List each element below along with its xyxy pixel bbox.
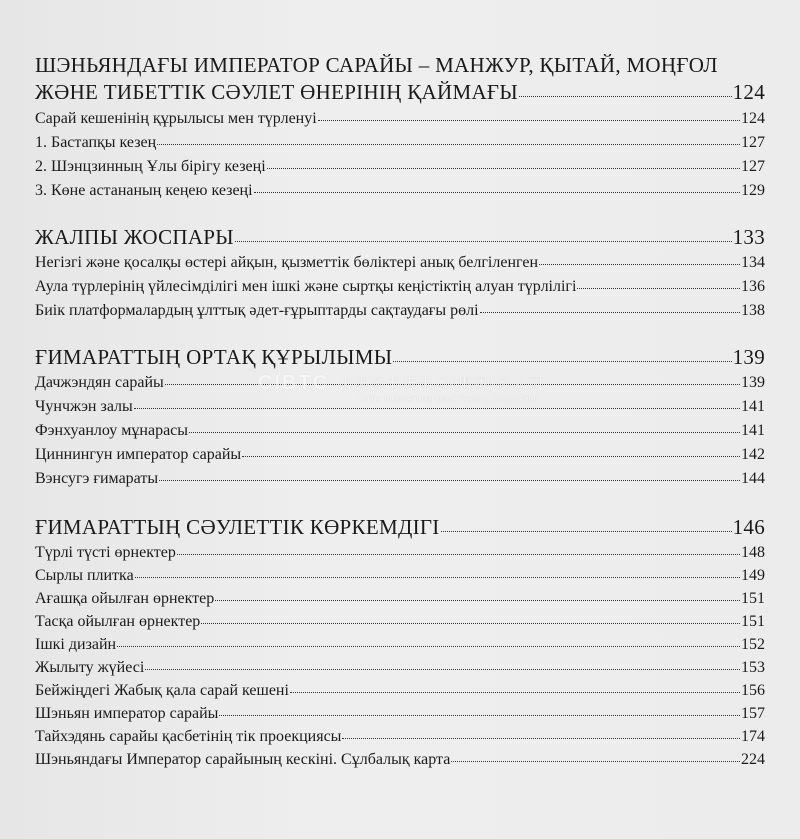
toc-entry[interactable] <box>35 445 765 464</box>
dot-leader <box>215 587 740 601</box>
toc-entry[interactable] <box>35 345 765 370</box>
entry-title: 1. Бастапқы кезең <box>35 133 157 151</box>
dot-leader <box>342 725 740 739</box>
page-number: 144 <box>741 469 765 487</box>
toc-entry[interactable] <box>35 515 765 540</box>
dot-leader <box>318 107 740 121</box>
section-heading <box>35 53 765 78</box>
section-2-heading: ЖАЛПЫ ЖОСПАРЫ <box>35 225 234 249</box>
entry-title: Аула түрлерінің үйлесімділігі мен ішкі және сыртқы кеңістіктің алуан түрлілігі <box>35 277 577 295</box>
entry-title: Жылыту жүйесі <box>35 658 145 676</box>
dot-leader <box>519 79 732 97</box>
page-number: 139 <box>741 373 765 391</box>
watermark-english-text: China International Book Trading Corporation <box>358 394 539 404</box>
dot-leader <box>117 633 740 647</box>
watermark-logo: CIBTC <box>258 372 330 394</box>
page-number: 124 <box>741 109 765 127</box>
toc-entry[interactable] <box>35 225 765 250</box>
page-number: 127 <box>741 133 765 151</box>
section-4-heading: ҒИМАРАТТЫҢ СӘУЛЕТТІК КӨРКЕМДІГІ <box>35 515 440 539</box>
dot-leader <box>290 679 740 693</box>
page-number: 133 <box>732 225 765 249</box>
dot-leader <box>157 131 740 145</box>
page-number: 124 <box>732 80 765 104</box>
toc-entry[interactable] <box>35 727 765 746</box>
toc-entry[interactable] <box>35 658 765 677</box>
page-number: 141 <box>741 397 765 415</box>
section-1-heading-line2: ЖӘНЕ ТИБЕТТІК СӘУЛЕТ ӨНЕРІНІҢ ҚАЙМАҒЫ <box>35 80 518 104</box>
page-number: 151 <box>741 612 765 630</box>
dot-leader <box>177 541 740 555</box>
entry-title: Шэньян император сарайы <box>35 704 219 722</box>
toc-entry[interactable] <box>35 681 765 700</box>
page-number: 127 <box>741 157 765 175</box>
entry-title: 3. Көне астананың кеңею кезеңі <box>35 181 253 199</box>
section-3-heading: ҒИМАРАТТЫҢ ОРТАҚ ҚҰРЫЛЫМЫ <box>35 345 393 369</box>
dot-leader <box>267 155 740 169</box>
dot-leader <box>577 275 740 289</box>
toc-entry[interactable] <box>35 704 765 723</box>
dot-leader <box>235 224 732 242</box>
page-number: 224 <box>741 750 765 768</box>
entry-title: Сырлы плитка <box>35 566 134 584</box>
section-1-heading-line1: ШЭНЬЯНДАҒЫ ИМПЕРАТОР САРАЙЫ – МАНЖУР, ҚЫТАЙ, МОҢҒОЛ <box>35 53 718 77</box>
dot-leader <box>451 748 740 762</box>
dot-leader <box>254 179 740 193</box>
page-number: 139 <box>732 345 765 369</box>
toc-entry[interactable] <box>35 301 765 320</box>
entry-title: Сарай кешенінің құрылысы мен түрленуі <box>35 109 317 127</box>
publisher-watermark <box>258 368 578 408</box>
page-number: 151 <box>741 589 765 607</box>
entry-title: Дачжэндян сарайы <box>35 373 164 391</box>
dot-leader <box>201 610 740 624</box>
toc-entry[interactable] <box>35 566 765 585</box>
entry-title: Негізгі және қосалқы өстері айқын, қызметтік бөліктері анық белгіленген <box>35 253 539 271</box>
toc-entry[interactable] <box>35 157 765 176</box>
toc-entry[interactable] <box>35 277 765 296</box>
entry-title: Чунчжэн залы <box>35 397 133 415</box>
page-number: 134 <box>741 253 765 271</box>
page-number: 157 <box>741 704 765 722</box>
toc-entry[interactable] <box>35 80 765 105</box>
dot-leader <box>242 443 740 457</box>
dot-leader <box>393 344 731 362</box>
dot-leader <box>480 299 740 313</box>
dot-leader <box>159 467 740 481</box>
dot-leader <box>441 514 732 532</box>
page-number: 148 <box>741 543 765 561</box>
toc-entry[interactable] <box>35 750 765 769</box>
dot-leader <box>135 564 740 578</box>
toc-entry[interactable] <box>35 589 765 608</box>
toc-entry[interactable] <box>35 543 765 562</box>
toc-entry[interactable] <box>35 109 765 128</box>
watermark-chinese-text: 中国图书进出口(集团)总公司 <box>338 374 544 392</box>
entry-title: Ішкі дизайн <box>35 635 117 653</box>
page-number: 174 <box>741 727 765 745</box>
entry-title: Түрлі түсті өрнектер <box>35 543 176 561</box>
page-number: 146 <box>732 515 765 539</box>
toc-entry[interactable] <box>35 421 765 440</box>
page-number: 138 <box>741 301 765 319</box>
toc-entry[interactable] <box>35 133 765 152</box>
entry-title: Биік платформалардың ұлттық әдет-ғұрыптарды сақтаудағы рөлі <box>35 301 479 319</box>
page-number: 142 <box>741 445 765 463</box>
entry-title: 2. Шэнцзинның Ұлы бірігу кезеңі <box>35 157 266 175</box>
toc-entry[interactable] <box>35 612 765 631</box>
dot-leader <box>145 656 740 670</box>
page-number: 156 <box>741 681 765 699</box>
entry-title: Тайхэдянь сарайы қасбетінің тік проекциясы <box>35 727 342 745</box>
entry-title: Циннингун император сарайы <box>35 445 242 463</box>
entry-title: Фэнхуанлоу мұнарасы <box>35 421 189 439</box>
toc-entry[interactable] <box>35 635 765 654</box>
page-number: 129 <box>741 181 765 199</box>
dot-leader <box>539 251 740 265</box>
page-number: 152 <box>741 635 765 653</box>
toc-entry[interactable] <box>35 469 765 488</box>
dot-leader <box>219 702 740 716</box>
entry-title: Шэньяндағы Император сарайының кескіні. Сұлбалық карта <box>35 750 451 768</box>
entry-title: Тасқа ойылған өрнектер <box>35 612 201 630</box>
dot-leader <box>189 419 740 433</box>
entry-title: Бейжіңдегі Жабық қала сарай кешені <box>35 681 289 699</box>
entry-title: Ағашқа ойылған өрнектер <box>35 589 215 607</box>
toc-entry[interactable] <box>35 181 765 200</box>
toc-entry[interactable] <box>35 253 765 272</box>
page-number: 141 <box>741 421 765 439</box>
page-number: 153 <box>741 658 765 676</box>
entry-title: Вэнсугэ ғимараты <box>35 469 159 487</box>
page-number: 136 <box>741 277 765 295</box>
page-number: 149 <box>741 566 765 584</box>
